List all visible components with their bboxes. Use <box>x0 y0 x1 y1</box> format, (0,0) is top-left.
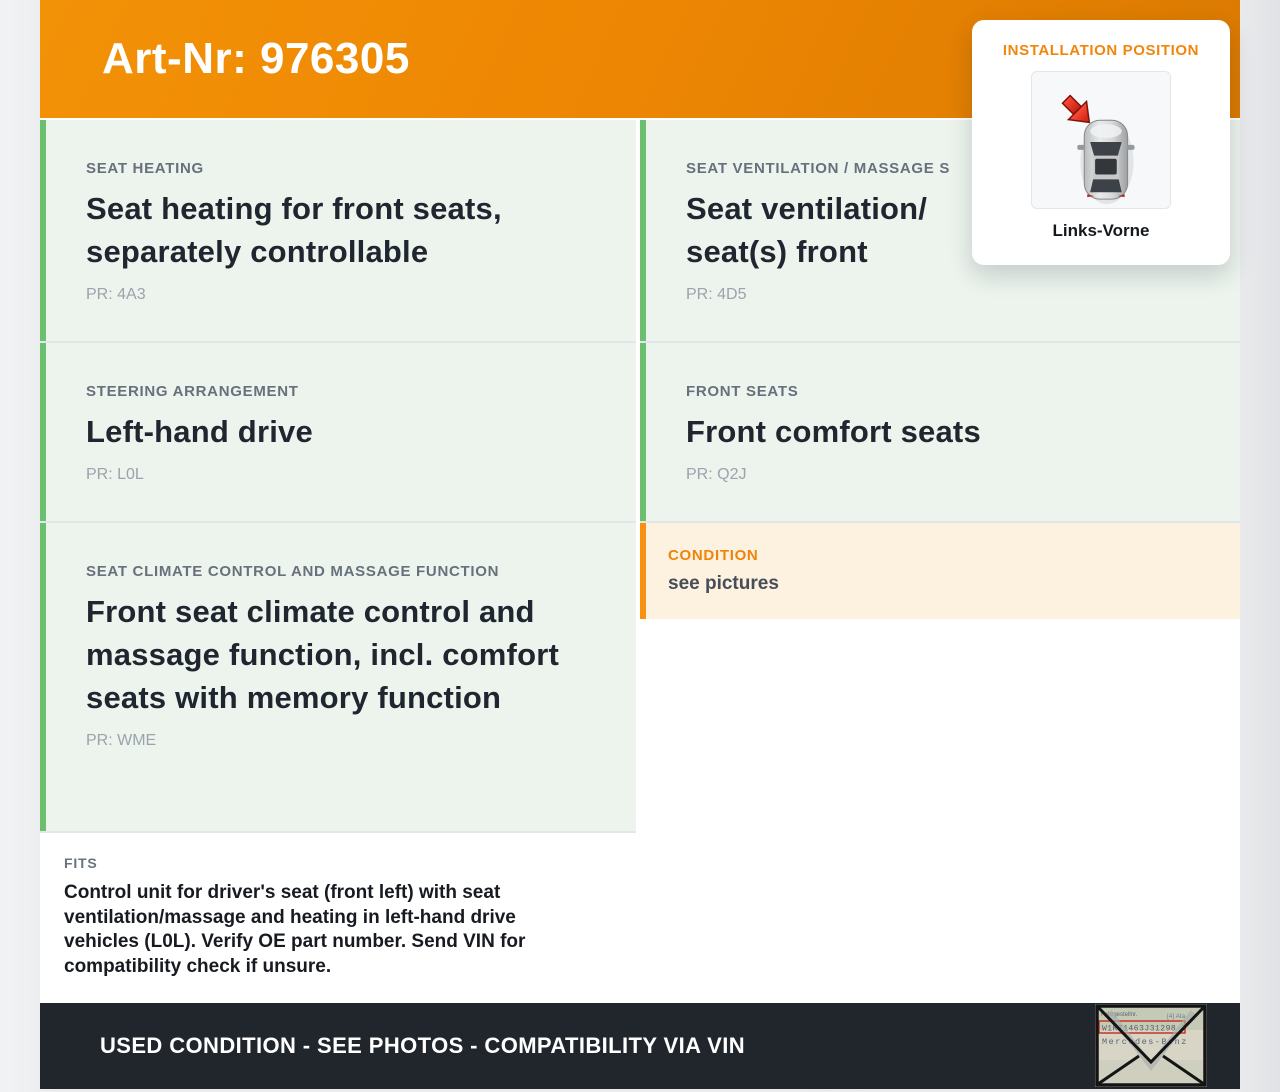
condition-text: see pictures <box>668 573 779 594</box>
installation-position-card <box>972 20 1230 265</box>
installation-position-label: Links-Vorne <box>1052 221 1150 240</box>
feature-pr-code: PR: L0L <box>86 466 144 483</box>
feature-title: Left-hand drive <box>86 414 313 449</box>
feature-title: Seat heating for front seats, separately controllable <box>86 191 502 269</box>
condition-label: CONDITION <box>668 547 759 564</box>
registration-brand-text: Mercedes-Benz <box>1102 1037 1188 1047</box>
feature-label: SEAT CLIMATE CONTROL AND MASSAGE FUNCTION <box>86 563 500 580</box>
divider <box>40 341 636 343</box>
feature-card-seat-climate <box>40 523 636 831</box>
feature-card-front-seats <box>640 343 1240 521</box>
vehicle-registration-envelope-icon <box>1095 1004 1207 1087</box>
car-top-view-icon <box>1032 72 1170 208</box>
feature-pr-code: PR: Q2J <box>686 466 747 483</box>
installation-position-title: INSTALLATION POSITION <box>1002 42 1200 59</box>
divider <box>40 521 636 523</box>
feature-title: Front comfort seats <box>686 414 981 449</box>
condition-card <box>640 523 1240 619</box>
feature-title-line: seat(s) front <box>686 234 868 269</box>
fits-label: FITS <box>64 855 98 871</box>
feature-label: SEAT VENTILATION / MASSAGE S <box>686 160 951 177</box>
registration-field-label: Fahrgestellnr. <box>1101 1012 1138 1018</box>
divider <box>640 341 1240 343</box>
footer-text: USED CONDITION - SEE PHOTOS - COMPATIBILITY VIA VIN <box>100 1033 746 1058</box>
feature-card-seat-heating <box>40 120 636 341</box>
divider <box>40 831 636 833</box>
feature-pr-code: PR: 4D5 <box>686 286 747 303</box>
feature-label: STEERING ARRANGEMENT <box>86 383 299 400</box>
feature-card-steering <box>40 343 636 521</box>
divider <box>640 521 1240 523</box>
feature-title-line: Seat ventilation/ <box>686 191 928 226</box>
feature-label: FRONT SEATS <box>686 383 799 400</box>
feature-pr-code: PR: 4A3 <box>86 286 146 303</box>
car-body-icon <box>1077 119 1134 204</box>
article-number-title: Art-Nr: 976305 <box>102 34 410 83</box>
fits-text: Control unit for driver's seat (front left) with seat ventilation/massage and heating in left-hand drive vehicles (L0L). Verify OE part number. Send VIN for compatibility check if unsure. <box>64 882 526 977</box>
feature-label: SEAT HEATING <box>86 160 204 177</box>
registration-corner-note: [4] Ala <box>1167 1013 1186 1020</box>
fits-section <box>40 833 636 1003</box>
registration-thumb-image <box>1095 1004 1207 1087</box>
footer-bar <box>40 1003 1240 1089</box>
car-position-image <box>1031 71 1171 209</box>
feature-pr-code: PR: WME <box>86 732 157 749</box>
feature-title: Front seat climate control and massage function, incl. comfort seats with memory function <box>86 594 560 715</box>
registration-vin-text: W1K71463J31298 7 <box>1102 1024 1187 1034</box>
